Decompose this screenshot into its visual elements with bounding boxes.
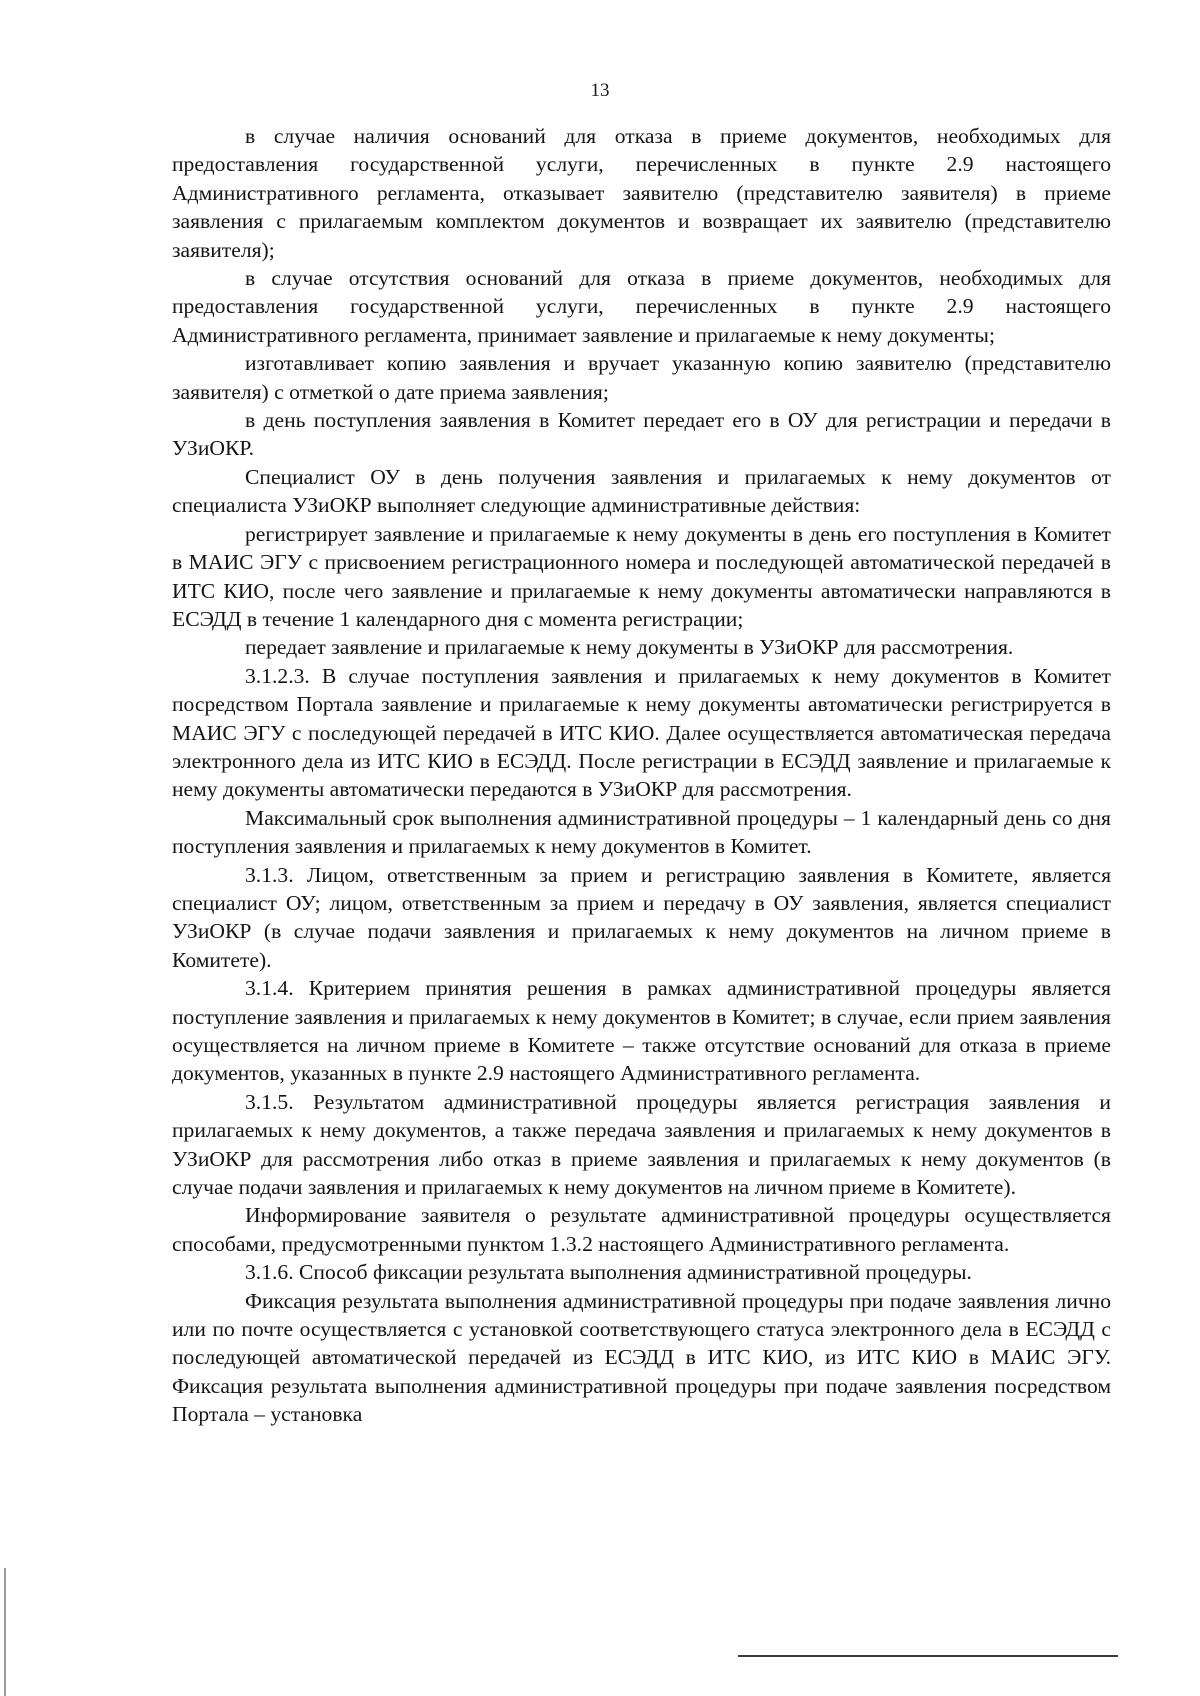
paragraph-3-1-3: 3.1.3. Лицом, ответственным за прием и регистрацию заявления в Комитете, является специалист ОУ; лицом, ответственным за прием и передачу в ОУ заявления, является специалист УЗиОКР (в случае подачи заявления и прилагаемых к нему документов на личном приеме в Комитете). bbox=[172, 862, 1111, 972]
footer-rule bbox=[738, 1655, 1118, 1657]
scan-edge-mark bbox=[4, 1568, 6, 1696]
paragraph-transfer-to-uziokr: передает заявление и прилагаемые к нему документы в УЗиОКР для рассмотрения. bbox=[245, 635, 1014, 660]
paragraph-copy-issuance: изготавливает копию заявления и вручает указанную копию заявителю (представителю заявителя) с отметкой о дате приема заявления; bbox=[172, 351, 1111, 404]
paragraph-3-1-4: 3.1.4. Критерием принятия решения в рамках административной процедуры является поступление заявления и прилагаемых к нему документов в Комитет; в случае, если прием заявления осуществляется на личном приеме в Комитете – также отсутствие оснований для отказа в приеме документов, указанных в пункте 2.9 настоящего Административного регламента. bbox=[172, 976, 1111, 1086]
paragraph-3-1-6: 3.1.6. Способ фиксации результата выполнения административной процедуры. bbox=[245, 1260, 972, 1285]
document-body bbox=[172, 122, 1111, 1429]
paragraph-transfer-to-ou: в день поступления заявления в Комитет передает его в ОУ для регистрации и передачи в УЗиОКР. bbox=[172, 408, 1111, 461]
paragraph-max-term: Максимальный срок выполнения административной процедуры – 1 календарный день со дня поступления заявления и прилагаемых к нему документов в Комитет. bbox=[172, 805, 1111, 859]
paragraph-registration: регистрирует заявление и прилагаемые к нему документы в день его поступления в Комитет в МАИС ЭГУ с присвоением регистрационного номера и последующей автоматической передачей в ИТС КИО, после чего заявление и прилагаемые к нему документы автоматически направляются в ЕСЭДД в течение 1 календарного дня с момента регистрации; bbox=[172, 521, 1111, 631]
paragraph-refusal-case: в случае наличия оснований для отказа в приеме документов, необходимых для предоставления государственной услуги, перечисленных в пункте 2.9 настоящего Административного регламента, отказывает заявителю (представителю заявителя) в приеме заявления с прилагаемым комплектом документов и возвращает их заявителю (представителю заявителя); bbox=[172, 124, 1111, 262]
paragraph-3-1-5: 3.1.5. Результатом административной процедуры является регистрация заявления и прилагаемых к нему документов, а также передача заявления и прилагаемых к нему документов в УЗиОКР для рассмотрения либо отказ в приеме заявления и прилагаемых к нему документов (в случае подачи заявления и прилагаемых к нему документов на личном приеме в Комитете). bbox=[172, 1089, 1111, 1200]
paragraph-acceptance-case: в случае отсутствия оснований для отказа в приеме документов, необходимых для предоставления государственной услуги, перечисленных в пункте 2.9 настоящего Административного регламента, принимает заявление и прилагаемые к нему документы; bbox=[172, 266, 1111, 347]
page-number: 13 bbox=[590, 80, 610, 101]
paragraph-fixation: Фиксация результата выполнения административной процедуры при подаче заявления лично или по почте осуществляется с установкой соответствующего статуса электронного дела в ЕСЭДД с последующей автоматической передачей из ЕСЭДД в ИТС КИО, из ИТС КИО в МАИС ЭГУ. Фиксация результата выполнения административной процедуры при подаче заявления посредством Портала – установка bbox=[172, 1288, 1111, 1427]
paragraph-ou-specialist: Специалист ОУ в день получения заявления и прилагаемых к нему документов от специалиста УЗиОКР выполняет следующие административные действия: bbox=[172, 464, 1111, 518]
paragraph-3-1-2-3: 3.1.2.3. В случае поступления заявления и прилагаемых к нему документов в Комитет посредством Портала заявление и прилагаемые к нему документы автоматически регистрируется в МАИС ЭГУ с последующей передачей в ИТС КИО. Далее осуществляется автоматическая передача электронного дела из ИТС КИО в ЕСЭДД. После регистрации в ЕСЭДД заявление и прилагаемые к нему документы автоматически передаются в УЗиОКР для рассмотрения. bbox=[172, 663, 1111, 802]
paragraph-informing: Информирование заявителя о результате административной процедуры осуществляется способами, предусмотренными пунктом 1.3.2 настоящего Административного регламента. bbox=[172, 1203, 1111, 1256]
